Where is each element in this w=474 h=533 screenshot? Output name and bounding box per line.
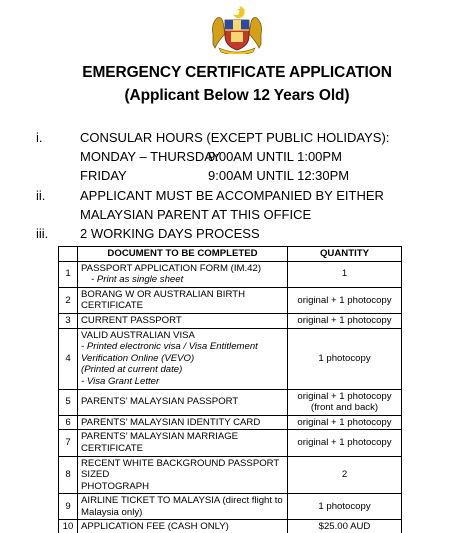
row-number: 2: [59, 287, 78, 313]
document-label-cont: Malaysia only): [81, 506, 143, 518]
row-document: PARENTS’ MALAYSIAN MARRIAGE CERTIFICATE: [78, 430, 288, 456]
row-number: 6: [59, 415, 78, 430]
table-row: [59, 287, 402, 313]
table-header-row: [59, 247, 402, 262]
row-quantity: 1 photocopy: [288, 328, 402, 389]
table-row: [59, 456, 402, 494]
row-number: 9: [59, 494, 78, 520]
info-item-text: CONSULAR HOURS (EXCEPT PUBLIC HOLIDAYS):: [80, 130, 390, 145]
info-item-processing: [36, 224, 456, 243]
document-title: EMERGENCY CERTIFICATE APPLICATION: [82, 64, 392, 81]
row-number: 10: [59, 520, 78, 533]
table-row: [59, 389, 402, 415]
document-note: (Printed at current date): [81, 364, 183, 376]
row-quantity: 1 photocopy: [288, 494, 402, 520]
table-row: [59, 261, 402, 287]
row-document: [78, 287, 288, 313]
row-quantity: original + 1 photocopy: [288, 430, 402, 456]
row-number: 8: [59, 456, 78, 494]
row-document: [78, 328, 288, 389]
info-item-number: ii.: [36, 187, 46, 203]
table-row: [59, 520, 402, 533]
document-label-cont: PHOTOGRAPH: [81, 480, 150, 492]
row-quantity: [288, 389, 402, 415]
documents-table: [58, 246, 402, 533]
document-label: PASSPORT APPLICATION FORM (IM.42): [81, 262, 262, 274]
quantity-label-cont: (front and back): [310, 402, 379, 414]
info-item-number: iii.: [36, 226, 49, 242]
document-note: Verification Online (VEVO): [81, 352, 195, 364]
document-subtitle: (Applicant Below 12 Years Old): [124, 87, 350, 104]
row-number: 7: [59, 430, 78, 456]
document-label: AIRLINE TICKET TO MALAYSIA (direct flight to: [81, 495, 283, 507]
info-item-accompanied-cont: [36, 205, 456, 224]
info-list: [36, 128, 456, 243]
row-number: 4: [59, 328, 78, 389]
hours-day: FRIDAY: [80, 168, 127, 184]
row-quantity: $25.00 AUD: [288, 520, 402, 533]
hours-time: 9:00AM UNTIL 1:00PM: [208, 149, 342, 165]
row-document: APPLICATION FEE (CASH ONLY): [78, 520, 288, 533]
header-quantity: QUANTITY: [288, 247, 402, 262]
row-document: PARENTS’ MALAYSIAN PASSPORT: [78, 389, 288, 415]
document-note: - Printed electronic visa / Visa Entitlement: [81, 341, 258, 353]
row-number: 1: [59, 261, 78, 287]
info-item-accompanied: [36, 186, 456, 205]
table-row: [59, 415, 402, 430]
header-document: DOCUMENT TO BE COMPLETED: [78, 247, 288, 262]
hours-time: 9:00AM UNTIL 12:30PM: [208, 168, 350, 184]
row-document: CURRENT PASSPORT: [78, 313, 288, 328]
document-label: VALID AUSTRALIAN VISA: [81, 329, 195, 341]
info-item-text: APPLICANT MUST BE ACCOMPANIED BY EITHER: [80, 187, 384, 203]
table-row: [59, 494, 402, 520]
hours-row-friday: [36, 166, 456, 185]
document-note: - Visa Grant Letter: [81, 375, 160, 387]
row-number: 5: [59, 389, 78, 415]
document-label: RECENT WHITE BACKGROUND PASSPORT SIZED: [81, 457, 280, 481]
row-quantity: original + 1 photocopy: [288, 313, 402, 328]
table-row: [59, 430, 402, 456]
info-item-number: i.: [36, 130, 43, 145]
row-quantity: 2: [288, 456, 402, 494]
header-number: [59, 247, 78, 262]
row-document: PARENTS’ MALAYSIAN IDENTITY CARD: [78, 415, 288, 430]
malaysia-coat-of-arms-icon: [209, 4, 265, 54]
info-item-consular-hours: [36, 128, 456, 147]
row-document: [78, 261, 288, 287]
row-quantity: original + 1 photocopy: [288, 287, 402, 313]
quantity-label: original + 1 photocopy: [297, 390, 392, 402]
row-quantity: original + 1 photocopy: [288, 415, 402, 430]
document-note: - Print as single sheet: [91, 274, 184, 286]
row-quantity: 1: [288, 261, 402, 287]
hours-row-mon-thu: [36, 147, 456, 166]
row-document: [78, 494, 288, 520]
table-row: [59, 313, 402, 328]
document-label-cont: CERTIFICATE: [81, 300, 144, 312]
info-item-text: MALAYSIAN PARENT AT THIS OFFICE: [80, 206, 312, 222]
table-row: [59, 328, 402, 389]
row-document: [78, 456, 288, 494]
document-label: BORANG W OR AUSTRALIAN BIRTH: [81, 288, 246, 300]
hours-day: MONDAY – THURSDAY: [80, 149, 221, 165]
info-item-text: 2 WORKING DAYS PROCESS: [80, 226, 260, 242]
row-number: 3: [59, 313, 78, 328]
